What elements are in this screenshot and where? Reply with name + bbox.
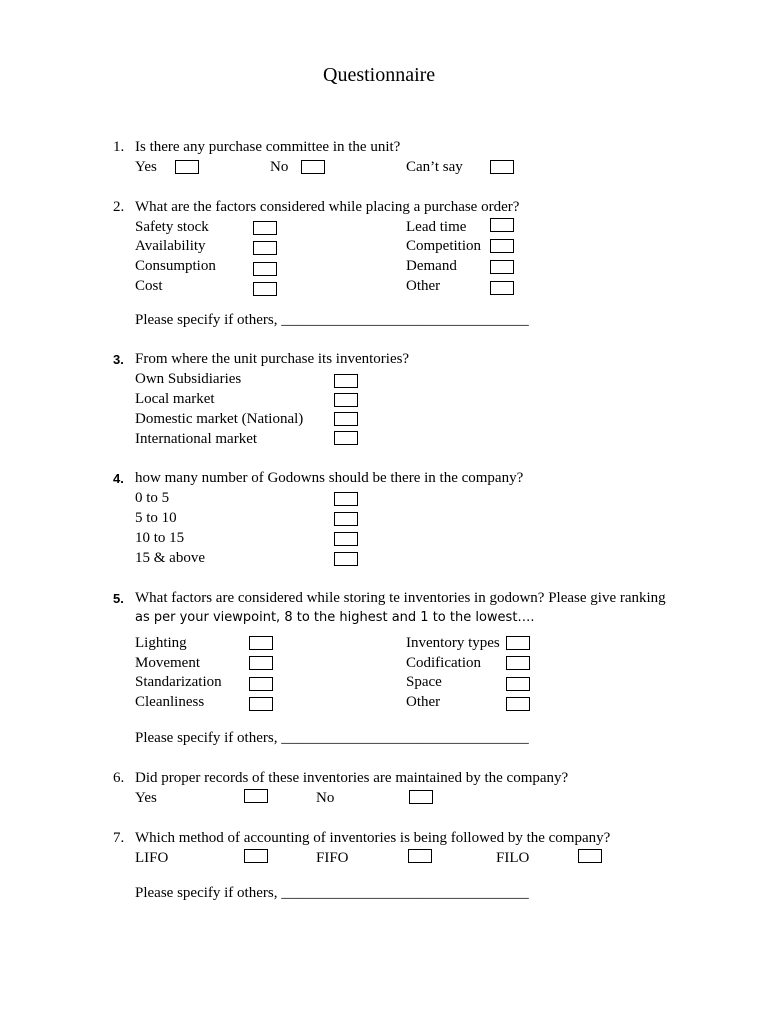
option-label: Cleanliness xyxy=(135,694,205,710)
checkbox[interactable] xyxy=(506,636,530,650)
checkbox[interactable] xyxy=(334,492,358,506)
checkbox[interactable] xyxy=(490,218,514,232)
option-label: No xyxy=(270,159,289,175)
checkbox[interactable] xyxy=(490,160,514,174)
option-label: Cost xyxy=(135,278,163,294)
checkbox[interactable] xyxy=(253,282,277,296)
question-text: Is there any purchase committee in the unit? xyxy=(135,139,401,155)
checkbox[interactable] xyxy=(490,260,514,274)
option-label: FIFO xyxy=(316,850,349,866)
option-label: Yes xyxy=(135,159,157,175)
checkbox[interactable] xyxy=(175,160,199,174)
question-text: Did proper records of these inventories are maintained by the company? xyxy=(135,770,569,786)
checkbox[interactable] xyxy=(506,677,530,691)
question-number: 1. xyxy=(113,139,125,155)
checkbox[interactable] xyxy=(334,412,358,426)
specify-others-field[interactable]: Please specify if others, _________________________________ xyxy=(135,312,529,328)
option-label: Availability xyxy=(135,238,206,254)
option-label: Own Subsidiaries xyxy=(135,371,242,387)
option-label: Codification xyxy=(406,655,481,671)
checkbox[interactable] xyxy=(334,431,358,445)
checkbox[interactable] xyxy=(334,393,358,407)
question-text-continued: as per your viewpoint, 8 to the highest and 1 to the lowest…. xyxy=(135,610,535,625)
checkbox[interactable] xyxy=(249,636,273,650)
option-label: 0 to 5 xyxy=(135,490,170,506)
option-label: Competition xyxy=(406,238,481,254)
option-label: FILO xyxy=(496,850,530,866)
checkbox[interactable] xyxy=(249,656,273,670)
option-label: Consumption xyxy=(135,258,216,274)
option-label: Lead time xyxy=(406,219,467,235)
checkbox[interactable] xyxy=(244,789,268,803)
checkbox[interactable] xyxy=(244,849,268,863)
option-label: No xyxy=(316,790,335,806)
option-label: Demand xyxy=(406,258,457,274)
checkbox[interactable] xyxy=(506,656,530,670)
checkbox[interactable] xyxy=(334,552,358,566)
checkbox[interactable] xyxy=(334,374,358,388)
option-label: Other xyxy=(406,278,441,294)
checkbox[interactable] xyxy=(334,512,358,526)
option-label: 5 to 10 xyxy=(135,510,177,526)
option-label: International market xyxy=(135,431,258,447)
option-label: LIFO xyxy=(135,850,169,866)
checkbox[interactable] xyxy=(490,239,514,253)
option-label: Space xyxy=(406,674,442,690)
checkbox[interactable] xyxy=(253,221,277,235)
question-text: Which method of accounting of inventories is being followed by the company? xyxy=(135,830,611,846)
page-title: Questionnaire xyxy=(323,64,436,86)
option-label: 10 to 15 xyxy=(135,530,185,546)
option-label: Inventory types xyxy=(406,635,500,651)
question-number: 7. xyxy=(113,830,125,846)
checkbox[interactable] xyxy=(408,849,432,863)
checkbox[interactable] xyxy=(249,697,273,711)
checkbox[interactable] xyxy=(253,262,277,276)
specify-others-field[interactable]: Please specify if others, _________________________________ xyxy=(135,730,529,746)
option-label: Lighting xyxy=(135,635,187,651)
question-text: From where the unit purchase its inventories? xyxy=(135,351,410,367)
option-label: Movement xyxy=(135,655,200,671)
checkbox[interactable] xyxy=(253,241,277,255)
checkbox[interactable] xyxy=(409,790,433,804)
checkbox[interactable] xyxy=(249,677,273,691)
checkbox[interactable] xyxy=(334,532,358,546)
specify-others-field[interactable]: Please specify if others, _________________________________ xyxy=(135,885,529,901)
option-label: Safety stock xyxy=(135,219,209,235)
question-text: What are the factors considered while placing a purchase order? xyxy=(135,199,520,215)
option-label: Can’t say xyxy=(406,159,463,175)
question-number: 3. xyxy=(113,352,124,367)
question-number: 2. xyxy=(113,199,125,215)
question-number: 4. xyxy=(113,471,124,486)
checkbox[interactable] xyxy=(578,849,602,863)
question-number: 6. xyxy=(113,770,125,786)
option-label: Domestic market (National) xyxy=(135,411,304,427)
option-label: 15 & above xyxy=(135,550,205,566)
question-text: how many number of Godowns should be there in the company? xyxy=(135,470,524,486)
option-label: Local market xyxy=(135,391,215,407)
option-label: Yes xyxy=(135,790,157,806)
question-number: 5. xyxy=(113,591,124,606)
checkbox[interactable] xyxy=(506,697,530,711)
option-label: Standarization xyxy=(135,674,222,690)
checkbox[interactable] xyxy=(301,160,325,174)
checkbox[interactable] xyxy=(490,281,514,295)
option-label: Other xyxy=(406,694,441,710)
question-text: What factors are considered while storing te inventories in godown? Please give ranking xyxy=(135,590,666,606)
